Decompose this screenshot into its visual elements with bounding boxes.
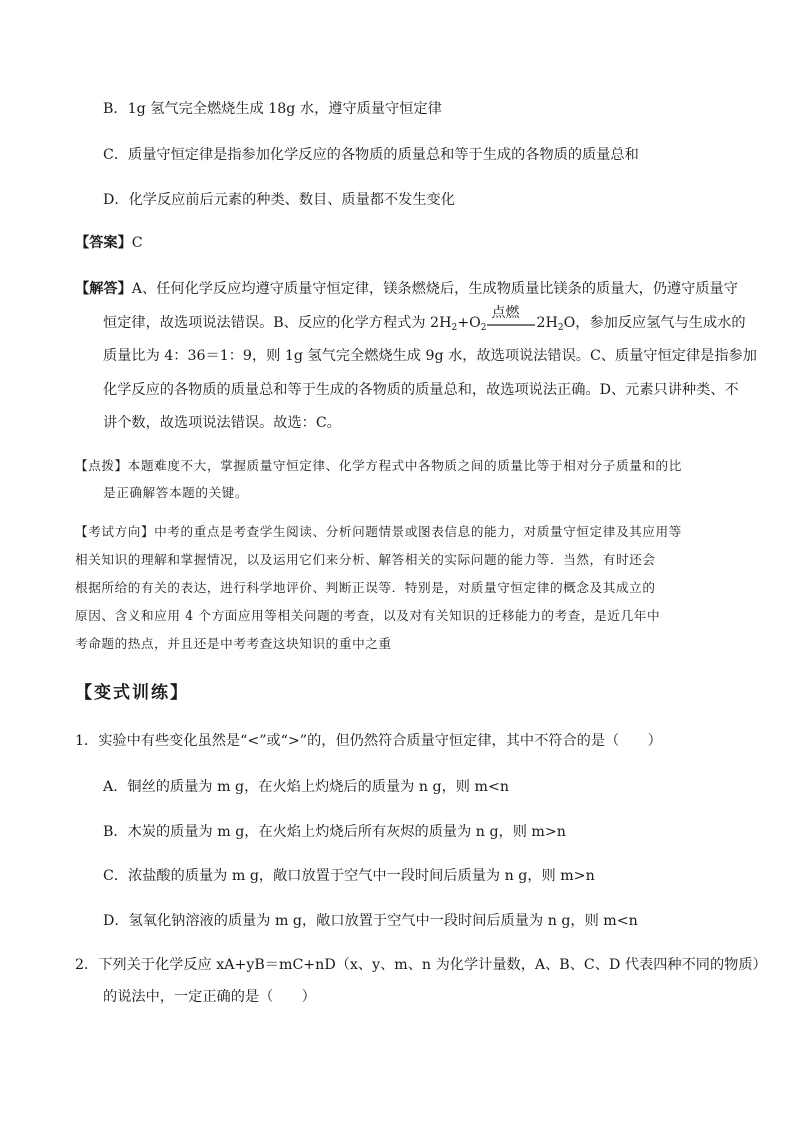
exam-direction-text-1: 中考的重点是考查学生阅读、分析问题情景或图表信息的能力，对质量守恒定律及其应用等 [154,524,682,539]
analysis-text-1: A、任何化学反应均遵守质量守恒定律，镁条燃烧后，生成物质量比镁条的质量大，仍遵守质量守 [131,281,738,297]
analysis-line-2 [103,305,746,333]
answer-value: C [131,235,143,251]
exam-direction-line-4: 原因、含义和应用 4 个方面应用等相关问题的考查，以及对有关知识的迁移能力的考查，是近几年中 [75,608,661,623]
analysis-line-1 [75,279,738,299]
reaction-arrow [487,305,535,333]
analysis-label: 【解答】 [75,281,132,297]
option-b-previous: B．1g 氢气完全燃烧生成 18g 水，遵守质量守恒定律 [103,101,442,117]
comment-line-1 [75,456,682,476]
question-2-line-2: 的说法中，一定正确的是（ ） [103,989,316,1005]
question-1-option-d: D．氢氧化钠溶液的质量为 m g，敞口放置于空气中一段时间后质量为 n g，则 m<n [103,913,638,929]
equation-subscript: 2 [480,323,487,333]
reaction-bar [487,324,535,326]
question-1-option-c: C．浓盐酸的质量为 m g，敞口放置于空气中一段时间后质量为 n g，则 m>n [103,868,595,884]
question-1-option-a: A．铜丝的质量为 m g，在火焰上灼烧后的质量为 n g，则 m<n [103,779,509,795]
exam-direction-line-1 [75,522,682,542]
exam-direction-line-2: 相关知识的理解和掌握情况，以及运用它们来分析、解答相关的实际问题的能力等．当然，有时还会 [75,552,656,567]
exam-direction-line-5: 考命题的热点，并且还是中考考查这块知识的重中之重 [75,636,392,651]
question-2-line-1: 2．下列关于化学反应 xA+yB＝mC+nD（x、y、m、n 为化学计量数，A、B、C、D 代表四种不同的物质） [75,957,767,973]
question-1-stem: 1．实验中有些变化虽然是“<”或“>”的，但仍然符合质量守恒定律，其中不符合的是（ ） [75,733,662,749]
answer-line [75,233,143,253]
answer-label: 【答案】 [75,235,132,251]
analysis-line-3: 质量比为 4：36＝1：9，则 1g 氢气完全燃烧生成 9g 水，故选项说法错误。C、质量守恒定律是指参加 [103,348,757,364]
comment-text-1: 本题难度不大，掌握质量守恒定律、化学方程式中各物质之间的质量比等于相对分子质量和的比 [127,458,682,473]
equation-plus-o: +O [457,315,481,331]
equation-subscript: 2 [557,323,564,333]
exam-direction-label: 【考试方向】 [75,524,155,539]
analysis-line-5: 讲个数，故选项说法错误。故选：C。 [103,415,341,431]
exam-direction-line-3: 根据所给的有关的表达，进行科学地评价、判断正误等．特别是，对质量守恒定律的概念及其成立的 [75,580,656,595]
option-d-previous: D．化学反应前后元素的种类、数目、质量都不发生变化 [103,192,455,208]
analysis-line-4: 化学反应的各物质的质量总和等于生成的各物质的质量总和，故选项说法正确。D、元素只讲种类、不 [103,382,739,398]
option-c-previous: C．质量守恒定律是指参加化学反应的各物质的质量总和等于生成的各物质的质量总和 [103,147,639,163]
comment-line-2: 是正确解答本题的关键。 [103,485,249,500]
reaction-condition: 点燃 [491,305,520,321]
analysis-text-2b: ，参加反应氢气与生成水的 [575,315,746,331]
analysis-text-2a: 恒定律，故选项说法错误。B、反应的化学方程式为 2H [103,315,452,331]
question-1-option-b: B．木炭的质量为 m g，在火焰上灼烧后所有灰烬的质量为 n g，则 m>n [103,824,566,840]
equation-subscript: 2 [451,323,458,333]
equation-product: 2H [536,315,558,331]
section-title: 【变式训练】 [75,683,189,703]
comment-label: 【点拨】 [75,458,128,473]
equation-o: O [563,315,576,331]
